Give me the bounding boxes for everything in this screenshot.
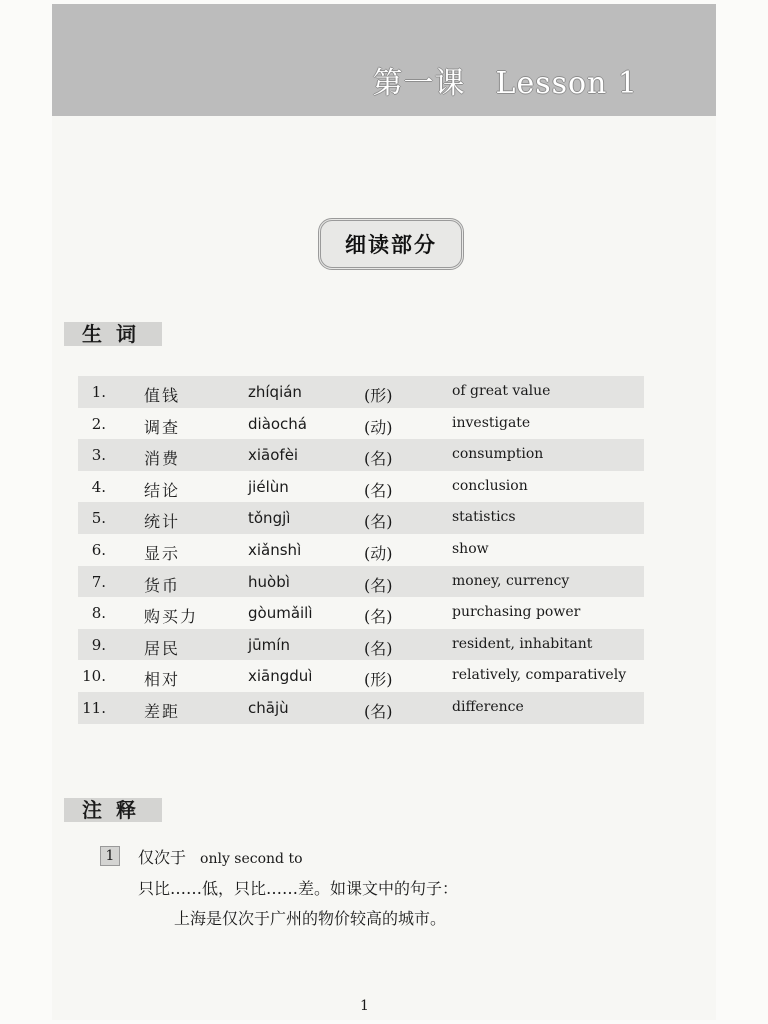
vocab-number: 9.	[91, 635, 106, 654]
vocab-hanzi: 结论	[144, 480, 181, 500]
lesson-header-band	[52, 4, 716, 116]
vocab-english: difference	[452, 698, 524, 715]
vocab-hanzi: 值钱	[144, 386, 181, 405]
notes-heading: 注释	[64, 798, 162, 822]
vocab-pinyin: jiélùn	[248, 477, 289, 496]
page-number: 1	[360, 998, 369, 1014]
vocab-pinyin: chājù	[248, 698, 289, 717]
vocab-pinyin: gòumǎilì	[248, 604, 313, 623]
vocab-row	[78, 692, 644, 724]
vocab-english: statistics	[452, 509, 516, 526]
vocab-row	[78, 597, 644, 629]
vocab-row	[78, 660, 644, 692]
vocab-hanzi: 统计	[144, 512, 181, 532]
vocab-pinyin: diàochá	[248, 414, 308, 433]
note-example-sentence: 上海是仅次于广州的物价较高的城市。	[174, 909, 447, 928]
vocab-hanzi: 消费	[144, 449, 181, 469]
vocab-english: purchasing power	[452, 604, 581, 621]
vocab-part-of-speech: (名)	[364, 449, 393, 469]
vocab-number: 10.	[82, 667, 106, 686]
note-term	[138, 845, 303, 868]
vocab-part-of-speech: (名)	[364, 512, 393, 532]
vocab-pinyin: tǒngjì	[248, 509, 291, 528]
note-description: 只比……低，只比……差。如课文中的句子：	[138, 879, 459, 898]
lesson-title	[373, 58, 638, 102]
lesson-title-english: Lesson 1	[495, 66, 638, 101]
page-content	[52, 4, 716, 1020]
vocab-part-of-speech: (名)	[364, 480, 393, 500]
vocab-pinyin: xiāngduì	[248, 667, 313, 686]
vocab-hanzi: 差距	[144, 701, 181, 721]
vocabulary-heading: 生词	[64, 322, 162, 346]
vocab-part-of-speech: (名)	[364, 701, 393, 721]
vocab-number: 11.	[82, 698, 106, 717]
vocab-english: relatively, comparatively	[452, 667, 627, 684]
vocab-number: 1.	[91, 383, 106, 401]
vocab-part-of-speech: (名)	[364, 575, 393, 595]
vocab-part-of-speech: (动)	[364, 417, 393, 437]
vocab-english: resident, inhabitant	[452, 635, 593, 652]
section-title-badge: 细读部分	[318, 218, 464, 270]
vocab-hanzi: 显示	[144, 543, 181, 563]
vocab-row	[78, 408, 644, 440]
vocab-hanzi: 购买力	[144, 607, 199, 627]
vocabulary-table	[78, 376, 644, 724]
vocab-hanzi: 居民	[144, 638, 181, 658]
vocab-number: 4.	[91, 477, 106, 496]
vocab-hanzi: 货币	[144, 575, 181, 595]
vocab-row	[78, 502, 644, 534]
vocab-number: 3.	[91, 446, 106, 465]
vocab-row	[78, 534, 644, 566]
lesson-title-chinese: 第一课	[372, 66, 466, 101]
vocab-number: 8.	[91, 604, 106, 623]
vocab-row	[78, 629, 644, 661]
note-number: 1	[100, 846, 120, 866]
vocab-hanzi: 相对	[144, 670, 181, 690]
vocab-english: conclusion	[452, 477, 528, 494]
vocab-number: 6.	[91, 540, 106, 559]
vocab-pinyin: xiāofèi	[248, 446, 299, 465]
vocab-part-of-speech: (形)	[364, 386, 393, 405]
vocab-english: consumption	[452, 446, 544, 463]
vocab-hanzi: 调查	[144, 417, 181, 437]
vocab-number: 7.	[91, 572, 106, 591]
vocab-row	[78, 471, 644, 503]
vocab-row	[78, 566, 644, 598]
vocab-part-of-speech: (形)	[364, 670, 393, 690]
vocab-row	[78, 439, 644, 471]
note-term-english: only second to	[200, 851, 303, 867]
vocab-row	[78, 376, 644, 408]
vocab-number: 5.	[91, 509, 106, 528]
vocab-english: investigate	[452, 414, 531, 431]
vocab-pinyin: jūmín	[248, 635, 290, 654]
vocab-english: money, currency	[452, 572, 570, 589]
vocab-pinyin: xiǎnshì	[248, 540, 302, 559]
vocab-pinyin: huòbì	[248, 572, 290, 591]
vocab-english: show	[452, 540, 489, 557]
vocab-number: 2.	[91, 414, 106, 433]
vocab-pinyin: zhíqián	[248, 383, 302, 401]
vocab-english: of great value	[452, 383, 551, 399]
vocab-part-of-speech: (名)	[364, 607, 393, 627]
note-term-chinese: 仅次于	[138, 848, 187, 867]
vocab-part-of-speech: (名)	[364, 638, 393, 658]
vocab-part-of-speech: (动)	[364, 543, 393, 563]
